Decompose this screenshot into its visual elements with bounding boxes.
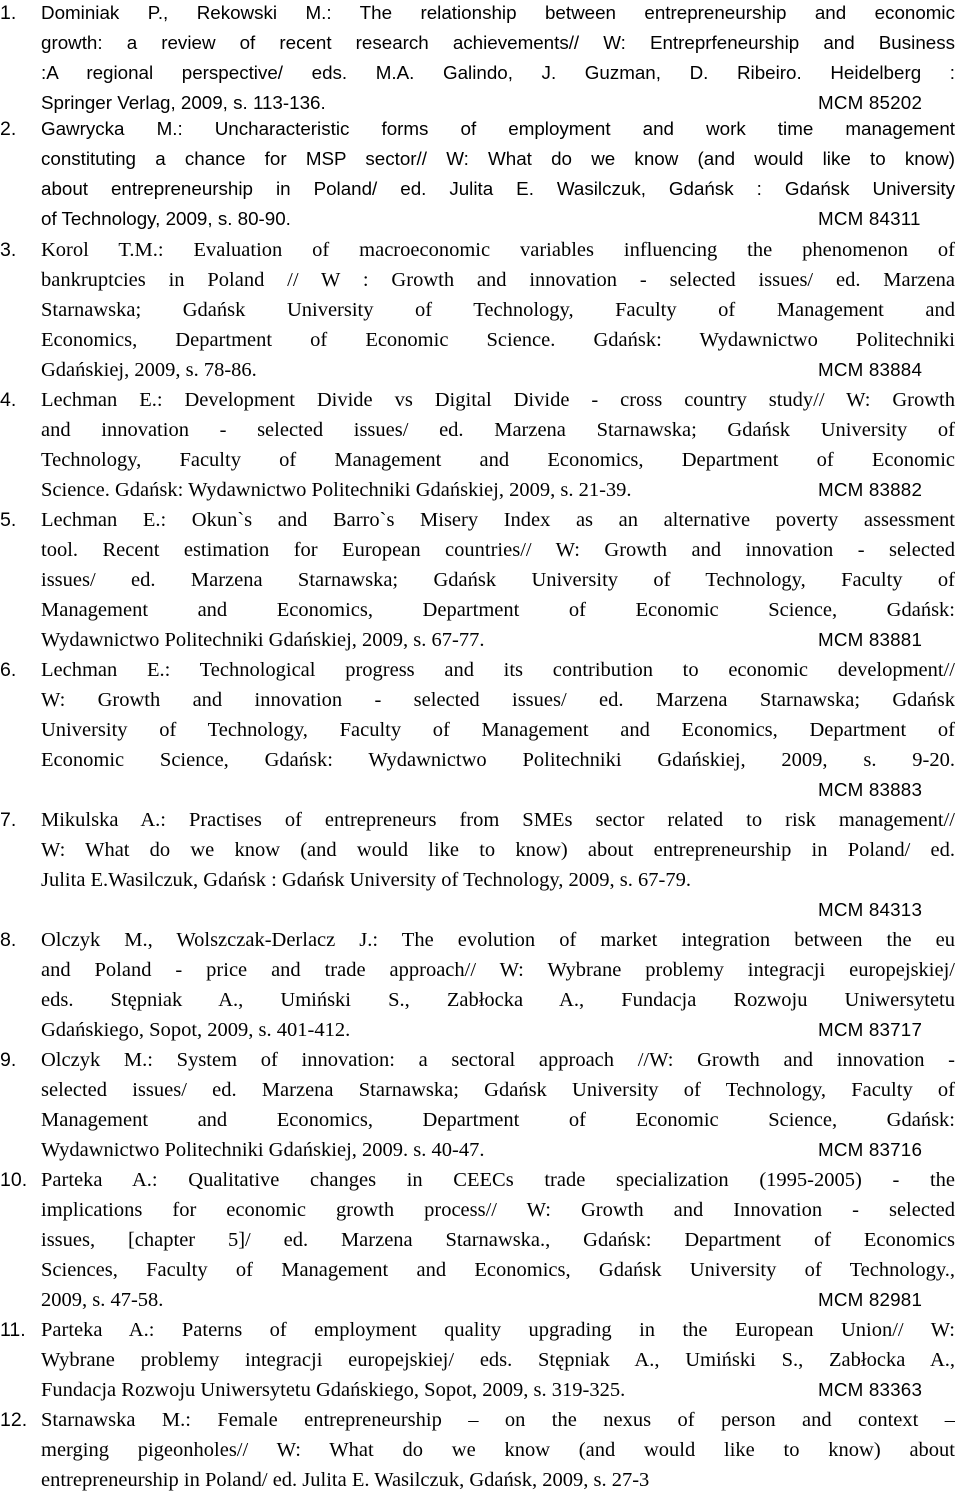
reference-line: Science. Gdańsk: Wydawnictwo Politechniki Gdańskiej, 2009, s. 21-39. bbox=[41, 479, 632, 501]
reference-line: :A regional perspective/ eds. M.A. Galindo, J. Guzman, D. Ribeiro. Heidelberg : bbox=[41, 62, 955, 83]
reference-line: Parteka A.: Qualitative changes in CEECs trade specialization (1995-2005) - the bbox=[41, 1169, 955, 1191]
reference-number: 1. bbox=[0, 2, 17, 24]
reference-line: Gdańskiej, 2009, s. 78-86. bbox=[41, 359, 257, 381]
reference-line: Fundacja Rozwoju Uniwersytetu Gdańskiego, Sopot, 2009, s. 319-325. bbox=[41, 1379, 626, 1401]
reference-number: 2. bbox=[0, 118, 17, 140]
reference-line: and Poland - price and trade approach// W: Wybrane problemy integracji europejskiej/ bbox=[41, 959, 955, 981]
reference-line: Starnawska; Gdańsk University of Technology, Faculty of Management and bbox=[41, 299, 955, 321]
mcm-code: MCM 83881 bbox=[818, 629, 923, 650]
mcm-code: MCM 83882 bbox=[818, 479, 923, 500]
reference-number: 3. bbox=[0, 239, 17, 261]
reference-line: Technology, Faculty of Management and Economics, Department of Economic bbox=[41, 449, 955, 471]
reference-line: Julita E.Wasilczuk, Gdańsk : Gdańsk University of Technology, 2009, s. 67-79. bbox=[41, 869, 691, 891]
mcm-code: MCM 84313 bbox=[818, 899, 923, 920]
reference-line: Lechman E.: Okun`s and Barro`s Misery Index as an alternative poverty assessment bbox=[41, 509, 955, 531]
reference-line: Starnawska M.: Female entrepreneurship – on the nexus of person and context – bbox=[41, 1409, 955, 1431]
reference-number: 10. bbox=[0, 1169, 28, 1191]
reference-line: eds. Stępniak A., Umiński S., Zabłocka A., Fundacja Rozwoju Uniwersytetu bbox=[41, 989, 955, 1011]
reference-line: Mikulska A.: Practises of entrepreneurs from SMEs sector related to risk management// bbox=[41, 809, 955, 831]
mcm-code: MCM 83884 bbox=[818, 359, 923, 380]
reference-line: bankruptcies in Poland // W : Growth and innovation - selected issues/ ed. Marzena bbox=[41, 269, 955, 291]
reference-line: selected issues/ ed. Marzena Starnawska; Gdańsk University of Technology, Faculty of bbox=[41, 1079, 955, 1101]
reference-line: Management and Economics, Department of Economic Science, Gdańsk: bbox=[41, 599, 955, 621]
reference-line: W: What do we know (and would like to know) about entrepreneurship in Poland/ ed. bbox=[41, 839, 955, 861]
reference-line: implications for economic growth process// W: Growth and Innovation - selected bbox=[41, 1199, 955, 1221]
reference-line: Gawrycka M.: Uncharacteristic forms of employment and work time management bbox=[41, 118, 955, 139]
reference-line: W: Growth and innovation - selected issues/ ed. Marzena Starnawska; Gdańsk bbox=[41, 689, 955, 711]
reference-line: about entrepreneurship in Poland/ ed. Julita E. Wasilczuk, Gdańsk : Gdańsk University bbox=[41, 178, 955, 199]
reference-number: 12. bbox=[0, 1409, 28, 1431]
reference-line: Economics, Department of Economic Science. Gdańsk: Wydawnictwo Politechniki bbox=[41, 329, 955, 351]
reference-line: Lechman E.: Technological progress and its contribution to economic development// bbox=[41, 659, 955, 681]
mcm-code: MCM 84311 bbox=[818, 208, 921, 229]
mcm-code: MCM 83716 bbox=[818, 1139, 923, 1160]
reference-number: 5. bbox=[0, 509, 17, 531]
reference-line: Olczyk M.: System of innovation: a sectoral approach //W: Growth and innovation - bbox=[41, 1049, 955, 1071]
reference-line: 2009, s. 47-58. bbox=[41, 1289, 164, 1311]
reference-line: Wybrane problemy integracji europejskiej/ eds. Stępniak A., Umiński S., Zabłocka A., bbox=[41, 1349, 955, 1371]
mcm-code: MCM 82981 bbox=[818, 1289, 923, 1310]
reference-line: issues/ ed. Marzena Starnawska; Gdańsk University of Technology, Faculty of bbox=[41, 569, 955, 591]
reference-line: Parteka A.: Paterns of employment quality upgrading in the European Union// W: bbox=[41, 1319, 955, 1341]
reference-line: merging pigeonholes// W: What do we know (and would like to know) about bbox=[41, 1439, 955, 1461]
reference-line: Sciences, Faculty of Management and Economics, Gdańsk University of Technology., bbox=[41, 1259, 955, 1281]
reference-line: entrepreneurship in Poland/ ed. Julita E. Wasilczuk, Gdańsk, 2009, s. 27-3 bbox=[41, 1469, 650, 1491]
reference-line: Lechman E.: Development Divide vs Digital Divide - cross country study// W: Growth bbox=[41, 389, 955, 411]
reference-line: Management and Economics, Department of Economic Science, Gdańsk: bbox=[41, 1109, 955, 1131]
reference-number: 9. bbox=[0, 1049, 17, 1071]
reference-line: Olczyk M., Wolszczak-Derlacz J.: The evolution of market integration between the eu bbox=[41, 929, 955, 951]
reference-line: Springer Verlag, 2009, s. 113-136. bbox=[41, 92, 326, 113]
reference-line: constituting a chance for MSP sector// W: What do we know (and would like to know) bbox=[41, 148, 955, 169]
reference-line: Gdańskiego, Sopot, 2009, s. 401-412. bbox=[41, 1019, 351, 1041]
reference-line: of Technology, 2009, s. 80-90. bbox=[41, 208, 291, 229]
mcm-code: MCM 83717 bbox=[818, 1019, 923, 1040]
reference-line: University of Technology, Faculty of Management and Economics, Department of bbox=[41, 719, 955, 741]
reference-line: tool. Recent estimation for European countries// W: Growth and innovation - selected bbox=[41, 539, 955, 561]
reference-line: Wydawnictwo Politechniki Gdańskiej, 2009. s. 40-47. bbox=[41, 1139, 485, 1161]
reference-number: 8. bbox=[0, 929, 17, 951]
mcm-code: MCM 83363 bbox=[818, 1379, 923, 1400]
reference-line: Economic Science, Gdańsk: Wydawnictwo Politechniki Gdańskiej, 2009, s. 9-20. bbox=[41, 749, 955, 771]
reference-line: growth: a review of recent research achievements// W: Entreprfeneurship and Business bbox=[41, 32, 955, 53]
reference-line: Korol T.M.: Evaluation of macroeconomic variables influencing the phenomenon of bbox=[41, 239, 955, 261]
reference-number: 7. bbox=[0, 809, 17, 831]
reference-line: issues, [chapter 5]/ ed. Marzena Starnawska., Gdańsk: Department of Economics bbox=[41, 1229, 955, 1251]
mcm-code: MCM 83883 bbox=[818, 779, 923, 800]
mcm-code: MCM 85202 bbox=[818, 92, 923, 113]
reference-line: and innovation - selected issues/ ed. Marzena Starnawska; Gdańsk University of bbox=[41, 419, 955, 441]
reference-line: Wydawnictwo Politechniki Gdańskiej, 2009, s. 67-77. bbox=[41, 629, 485, 651]
reference-number: 6. bbox=[0, 659, 17, 681]
reference-number: 11. bbox=[0, 1319, 26, 1341]
reference-line: Dominiak P., Rekowski M.: The relationship between entrepreneurship and economic bbox=[41, 2, 955, 23]
reference-number: 4. bbox=[0, 389, 17, 411]
